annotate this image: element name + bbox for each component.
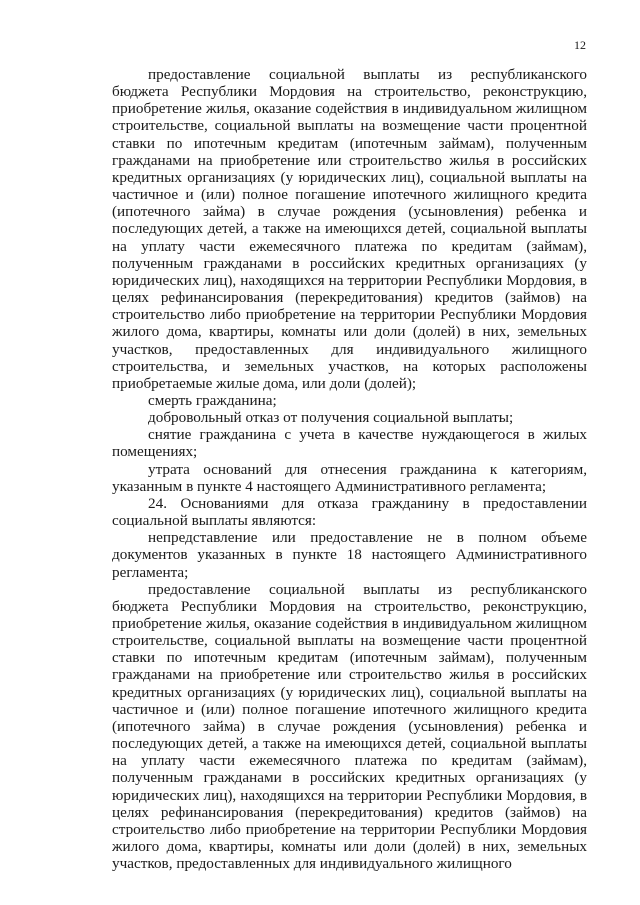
paragraph-loss-of-grounds: утрата оснований для отнесения гражданина к категориям, указанным в пункте 4 настоящего Административного регламента; xyxy=(112,460,587,495)
paragraph-death: смерть гражданина; xyxy=(148,391,277,409)
paragraph-item-24-heading: 24. Основаниями для отказа гражданину в предоставлении социальной выплаты являются: xyxy=(112,494,587,530)
paragraph-deregistration: снятие гражданина с учета в качестве нуждающегося в жилых помещениях; xyxy=(112,426,587,461)
page-number: 12 xyxy=(574,38,586,52)
paragraph-voluntary-refusal: добровольный отказ от получения социальной выплаты; xyxy=(148,409,514,427)
paragraph-incomplete-documents: непредставление или предоставление не в полном объеме документов указанных в пункте 18 настоящего Административного регламента; xyxy=(112,529,587,581)
paragraph-social-payment-grounds: предоставление социальной выплаты из республиканского бюджета Республики Мордовия на строительство, реконструкцию, приобретение жилья, оказание содействия в индивидуальном жилищном строительстве, социальной выплаты на возмещение части процентной ставки по ипотечным кредитам (ипотечным займам), полученным гражданами на приобретение или строительство жилья в российских кредитных организациях (у юридических лиц), социальной выплаты на частичное и (или) полное погашение ипотечного жилищного кредита (ипотечного займа) в случае рождения (усыновления) ребенка и последующих детей, а также на имеющихся детей, социальной выплаты на уплату части ежемесячного платежа по кредитам (займам), полученным гражданами в российских кредитных организациях (у юридических лиц), находящихся на территории Республики Мордовия, в целях рефинансирования (перекредитования) кредитов (займов) на строительство либо приобретение на территории Республики Мордовия жилого дома, квартиры, комнаты или доли (долей) в них, земельных участков, предоставленных для индивидуального жилищного строительства, и земельных участков, на которых расположены приобретаемые жилые дома, или доли (долей); xyxy=(112,66,587,392)
document-body xyxy=(112,66,587,872)
paragraph-previous-social-payment: предоставление социальной выплаты из республиканского бюджета Республики Мордовия на строительство, реконструкцию, приобретение жилья, оказание содействия в индивидуальном жилищном строительстве, социальной выплаты на возмещение части процентной ставки по ипотечным кредитам (ипотечным займам), полученным гражданами на приобретение или строительство жилья в российских кредитных организациях (у юридических лиц), социальной выплаты на частичное и (или) полное погашение ипотечного жилищного кредита (ипотечного займа) в случае рождения (усыновления) ребенка и последующих детей, а также на имеющихся детей, социальной выплаты на уплату части ежемесячного платежа по кредитам (займам), полученным гражданами в российских кредитных организациях (у юридических лиц), находящихся на территории Республики Мордовия, в целях рефинансирования (перекредитования) кредитов (займов) на строительство либо приобретение на территории Республики Мордовия жилого дома, квартиры, комнаты или доли (долей) в них, земельных участков, предоставленных для индивидуального жилищного xyxy=(112,580,587,873)
